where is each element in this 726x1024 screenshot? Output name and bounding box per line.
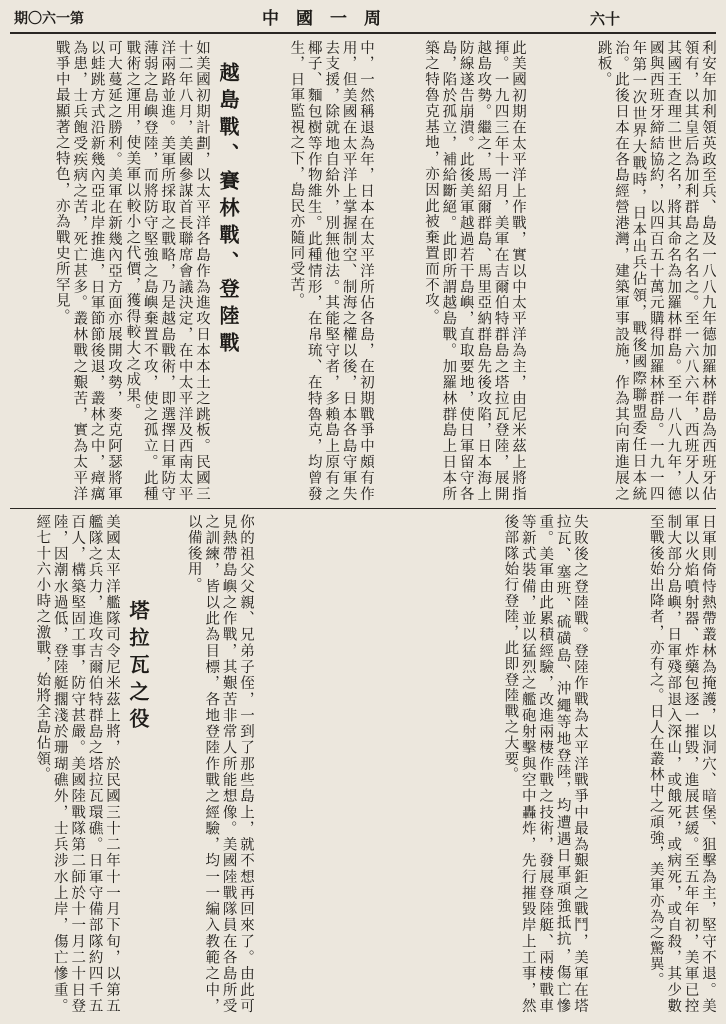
article-3-col-b: 失敗後之登陸戰。登陸作戰為太平洋戰爭中最為艱鉅之戰鬥，美軍在塔拉瓦、塞班、硫磺島、沖繩等地登陸，均遭遇日軍頑強抵抗，傷亡慘重。美軍由此累積經驗，改進兩棲作戰之技術，發展登陸艇、兩棲戰車等新式裝備，並以猛烈之艦砲射擊與空中轟炸，先行摧毀岸上工事，然後部隊始行登陸，此即登陸戰之大要。	[502, 514, 588, 1014]
article-1-col-a: 利安年加利領英政至兵、島及一八八九年德加羅林群島為西班牙佔領有，以其皇后為加利群島之名名之。至一六八六年，西班牙人以其國王查理二世之名，將其命名為加羅林群島。至一八八九年，德國與西班牙締結協約，以四百五十萬元購得加羅林群島。一九一四年第一次世界大戰時，日本出兵佔領，戰後國際聯盟委任日本統治。此後日本在各島經營港灣，建築軍事設施，作為其向南進展之跳板。	[595, 40, 716, 502]
article-4-col-a: 美國太平洋艦隊司令尼米茲上將，於民國三十二年十一月下旬，以第五艦隊之兵力，進攻吉爾伯特群島之塔拉瓦環礁。日軍守備部隊約四千五百人，構築堅固工事，防守甚嚴。美國陸戰隊第二師於十一月二十日登陸，因潮水過低，登陸艇擱淺於珊瑚礁外，士兵涉水上岸，傷亡慘重。經七十六小時之激戰，始將全島佔領。	[34, 514, 120, 1014]
mid-rule	[10, 508, 716, 509]
article-3-col-c: 你的祖父父親、兄弟子侄，一到了那些島上，就不想再回來了。由此可見熱帶島嶼之作戰，其艱苦非常人所能想像。美國陸戰隊員在各島所受之訓練，皆以此為目標，各地登陸作戰之經驗，均一一編入教範之中，以備後用。	[185, 514, 254, 1014]
article-1-col-c: 中，一然稱退為年，日本在太平洋所佔各島，在初期戰爭中頗有作用，但美國在太平洋上掌握制空、制海之權以後，日本各島守軍失去支援，除就地自給外，別無他法。其能堅守者，多賴島上原有之椰子、麵包樹等作物維生。此種情形，在帛琉、在特魯克，均曾發生，日軍監視之下，島民亦隨同受苦。	[288, 40, 374, 502]
header-rule	[10, 32, 716, 34]
issue-number: 期〇六一第	[14, 11, 84, 27]
article-1-title: 越島戰、賽林戰、登陸戰	[216, 62, 240, 359]
article-2-col-a: 如美國初期計劃，以太平洋各島作為進攻日本本土之跳板。民國三十二年八月，美國參謀首長聯席會議決定，在中太平洋及西南太平洋兩路並進。美軍所採取之戰略，乃是越島戰術，即選擇日軍防守薄弱之島嶼登陸，而將防守堅強之島嶼棄置不攻，使之孤立。此種戰術之運用，使美軍以較小之代價，獲得較大之成果。	[124, 40, 210, 502]
article-1-col-b: 此美國初期在太平洋上作戰，實以中太平洋為主，由尼米茲上將指揮。一九四三年十一月，美軍在吉爾伯特群島之塔拉瓦登陸，展開越島攻勢。繼之，馬紹爾群島、馬里亞納群島先後攻陷，日本海上防線遂告崩潰。此後美軍越過若干島嶼，直取要地，使日軍留守各島，陷於孤立，補給斷絕。此即所謂越島戰。加羅林群島上日本所築之特魯克基地，亦因此被棄置而不攻。	[422, 40, 526, 502]
article-3-col-a: 日軍則倚恃熱帶叢林為掩護，以洞穴、暗堡、狙擊為主，堅守不退。美軍以火焰噴射器、炸藥包逐一摧毀，進展甚緩。至五年年初，美軍已控制大部分島嶼，日軍殘部退入深山，或餓死，或病死，或自殺，其少數至戰後始出降者，亦有之。日人在叢林中之頑強，美軍亦為之驚異。	[647, 514, 716, 1014]
article-4-title: 塔拉瓦之役	[126, 600, 150, 735]
page-number: 六十	[590, 10, 621, 28]
publication-title: 中 國 一 周	[262, 9, 381, 29]
article-2-col-b: 可大蔓延之勝利。美軍在新幾內亞方面亦展開攻勢，麥克阿瑟將軍以蛙跳方式沿新幾內亞北岸推進，日軍節節後退，叢林之中，瘴癘為患，士兵飽受疾病之苦，死亡甚多。叢林戰之艱苦，實為太平洋戰爭中最顯著之特色，亦為戰史所罕見。	[53, 40, 122, 502]
